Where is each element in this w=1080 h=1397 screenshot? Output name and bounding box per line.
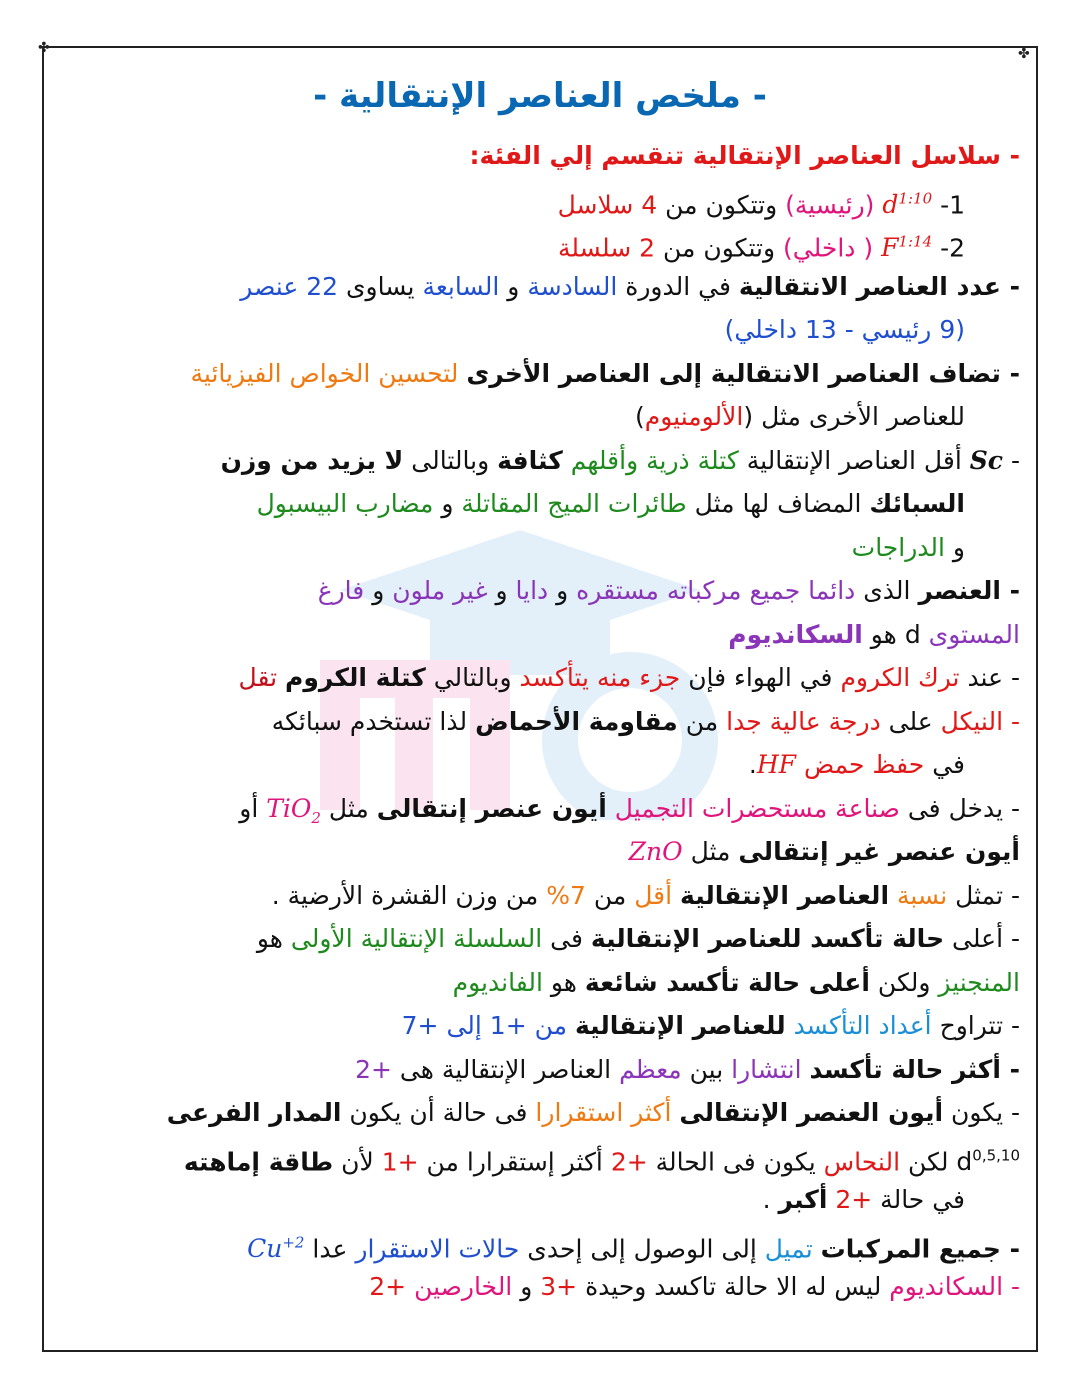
paragraph-scandium-2: السبائك المضاف لها مثل طائرات الميج المقاتلة و مضارب البيسبول (256, 489, 965, 518)
paragraph-element: - العنصر الذى دائما جميع مركباته مستقره و دايا و غير ملون و فارغ (317, 576, 1020, 605)
series-heading: - سلاسل العناصر الإنتقالية تنقسم إلي الفئة: (469, 141, 1020, 170)
paragraph-element-2: المستوى d هو السكانديوم (728, 619, 1020, 649)
d-orbital-symbol: $d^{1:10}$ (882, 189, 933, 219)
corner-mark-icon: ✤ (1018, 46, 1030, 62)
paragraph-abundance: - تمثل نسبة العناصر الإنتقالية أقل من 7% من وزن القشرة الأرضية . (271, 880, 1020, 910)
paragraph-nickel-2: في حفظ حمض HF. (748, 750, 965, 779)
paragraph-scandium-zinc: - السكانديوم ليس له الا حالة تاكسد وحيدة +3 و الخارصين +2 (369, 1272, 1020, 1301)
paragraph-stability: - يكون أيون العنصر الإنتقالى أكثر استقرارا فى حالة أن يكون المدار الفرعى (166, 1098, 1020, 1127)
paragraph-cosmetics-2: أيون عنصر غير إنتقالى مثل ZnO (628, 837, 1020, 866)
corner-mark-icon: ✤ (38, 40, 50, 56)
f-orbital-symbol: $F^{1:14}$ (881, 233, 933, 263)
paragraph-oxidation-range: - تتراوح أعداد التأكسد للعناصر الإنتقالية من +1 إلى +7 (401, 1011, 1020, 1040)
d-orbital-config: $d^{0,5,10}$ (956, 1146, 1020, 1176)
series-item-2: 2- $F^{1:14}$ ( داخلي) وتتكون من 2 سلسلة (558, 233, 965, 263)
paragraph-oxidation-max-2: المنجنيز ولكن أعلى حالة تأكسد شائعة هو الفانديوم (452, 967, 1020, 997)
paragraph-common-oxidation: - أكثر حالة تأكسد انتشارا بين معظم العناصر الإنتقالية هى +2 (355, 1054, 1020, 1084)
paragraph-stability-2: $d^{0,5,10}$ لكن النحاس يكون فى الحالة +2 أكثر إستقرارا من +1 لأن طاقة إماهته (183, 1146, 1020, 1176)
paragraph-scandium-3: و الدراجات (851, 532, 965, 562)
paragraph-nickel: - النيكل على درجة عالية جدا من مقاومة الأحماض لذا تستخدم سبائكه (271, 706, 1020, 736)
paragraph-alloys: - تضاف العناصر الانتقالية إلى العناصر الأخرى لتحسين الخواص الفيزيائية (190, 358, 1020, 388)
paragraph-count: - عدد العناصر الانتقالية في الدورة السادسة و السابعة يساوى 22 عنصر (240, 271, 1020, 301)
paragraph-chromium: - عند ترك الكروم في الهواء فإن جزء منه يتأكسد وبالتالي كتلة الكروم تقل (238, 663, 1020, 692)
tio2-formula: TiO$_2$ (266, 793, 321, 827)
series-item-1: 1- $d^{1:10}$ (رئيسية) وتتكون من 4 سلاسل (557, 189, 965, 219)
paragraph-stability-3: في حالة +2 أكبر . (762, 1185, 965, 1214)
paragraph-alloys-2: للعناصر الأخرى مثل (الألومنيوم) (635, 402, 965, 431)
paragraph-oxidation-max: - أعلى حالة تأكسد للعناصر الإنتقالية فى السلسلة الإنتقالية الأولى هو (256, 924, 1020, 953)
paragraph-cosmetics: - يدخل فى صناعة مستحضرات التجميل أيون عنصر إنتقالى مثل TiO$_2$ أو (239, 793, 1020, 827)
page-title: - ملخص العناصر الإنتقالية - (313, 76, 767, 116)
document-body (60, 70, 1020, 1309)
cu2-ion: $Cu^{+2}$ (247, 1233, 305, 1263)
paragraph-scandium: - Sc أقل العناصر الإنتقالية كتلة ذرية وأقلهم كثافة وبالتالى لا يزيد من وزن (220, 445, 1020, 475)
paragraph-count-detail: (9 رئيسي - 13 داخلي) (724, 315, 965, 344)
paragraph-compounds: - جميع المركبات تميل إلى الوصول إلى إحدى حالات الاستقرار عدا $Cu^{+2}$ (247, 1233, 1020, 1263)
